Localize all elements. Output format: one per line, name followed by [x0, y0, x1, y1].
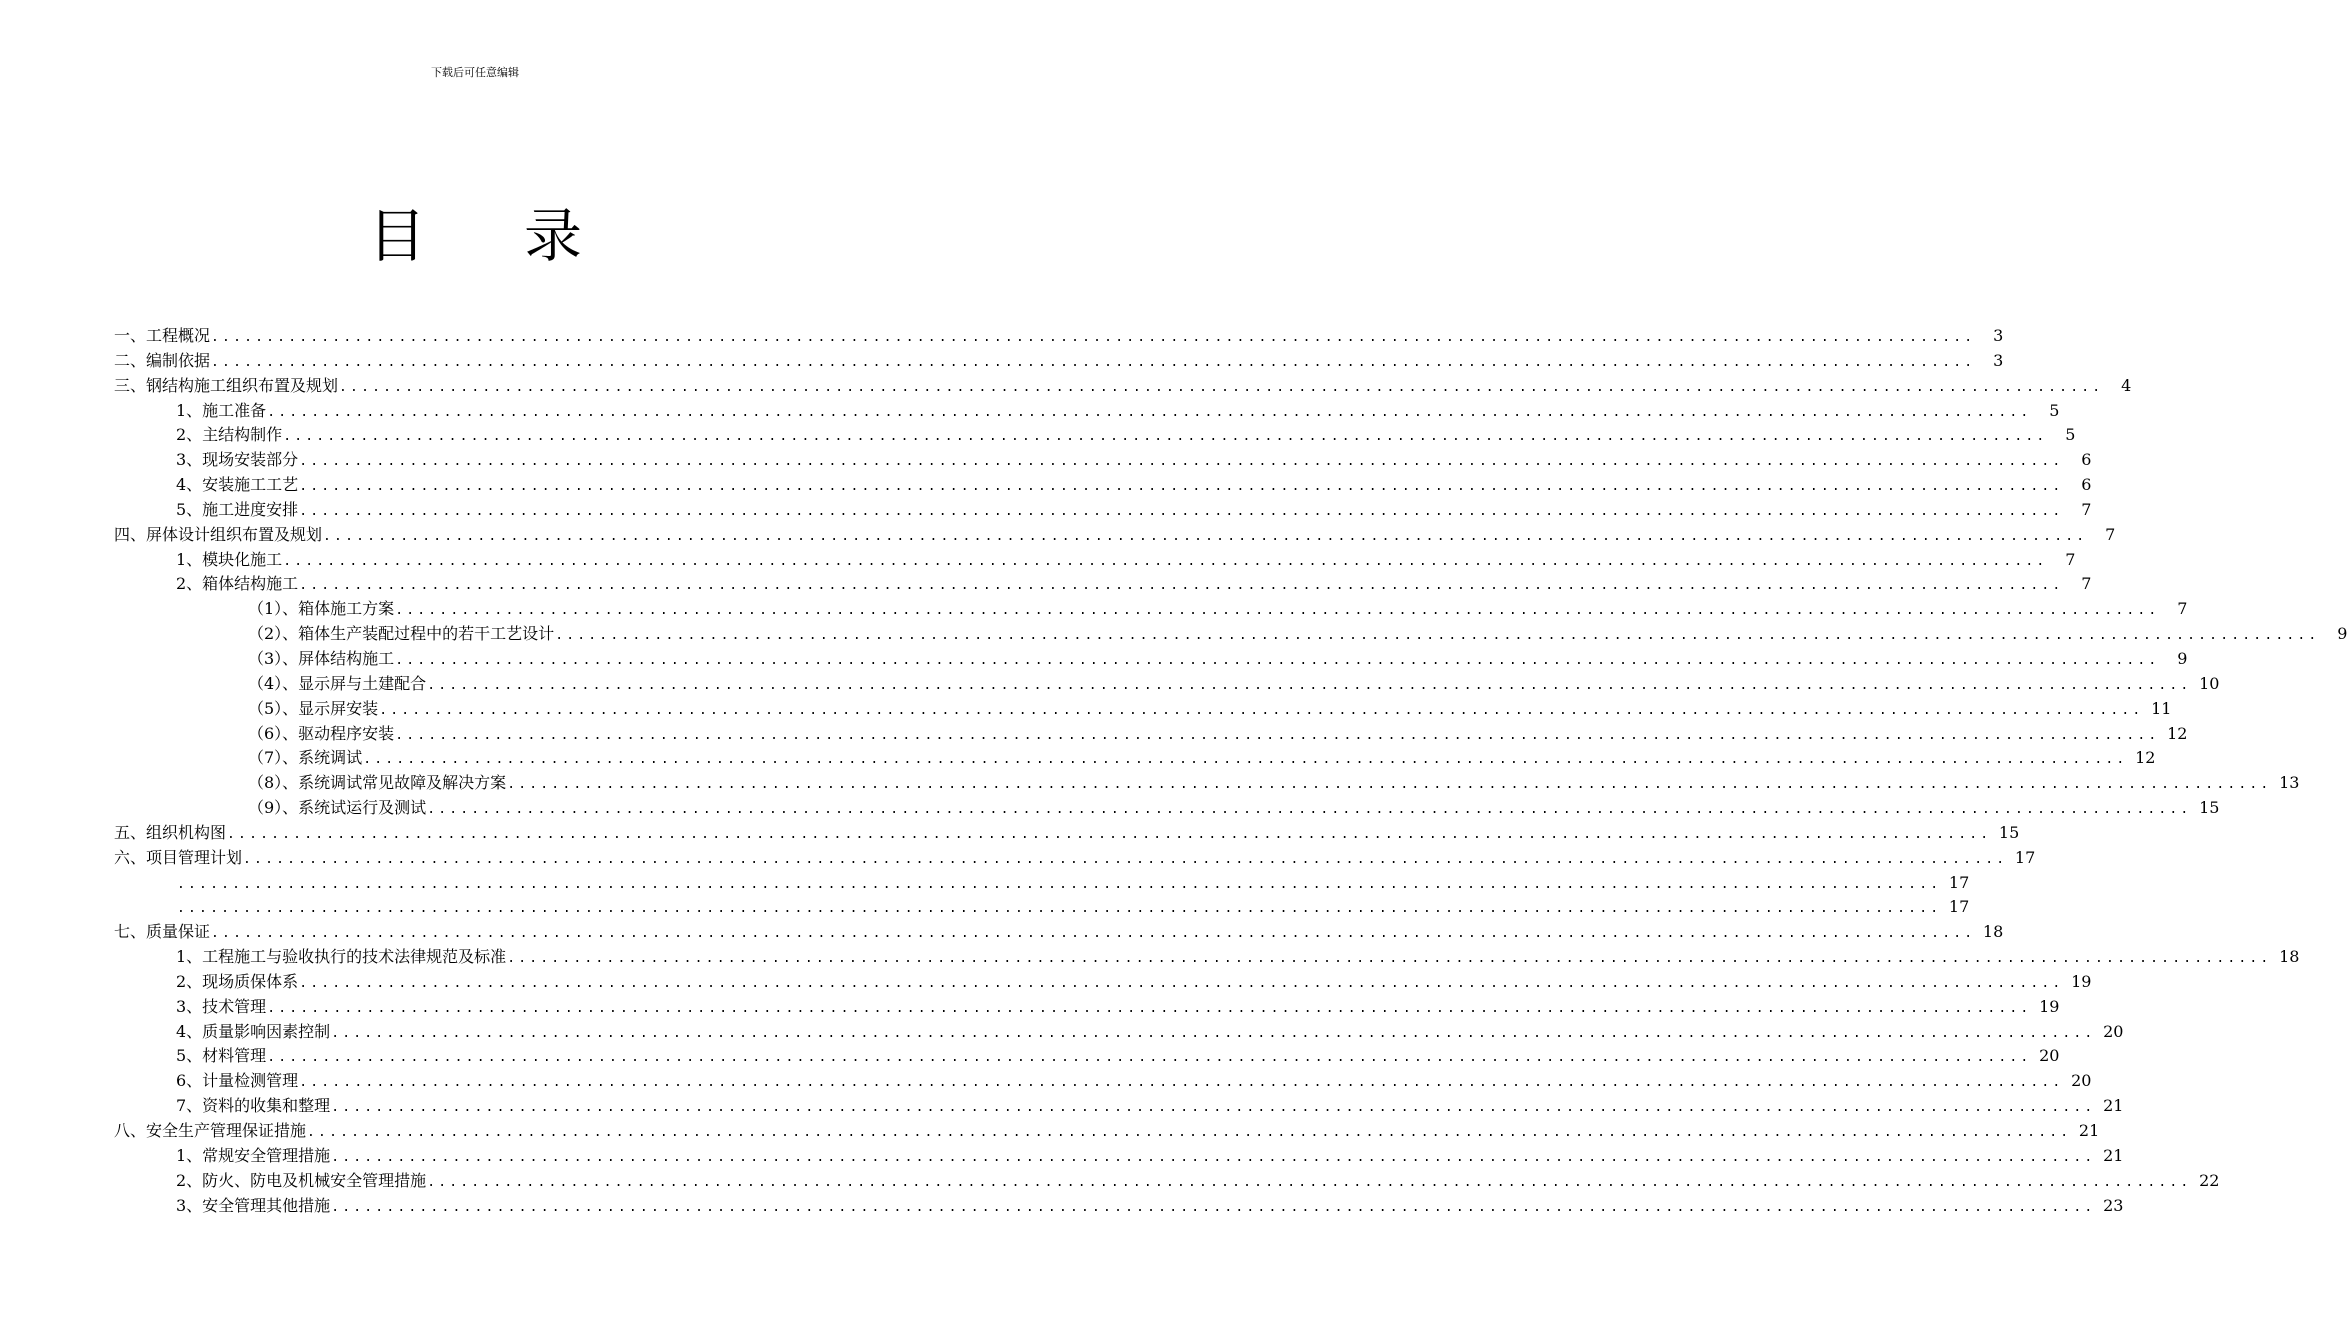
toc-entry[interactable]: [0, 374, 2132, 399]
toc-dot-leader: ................................................................................................................................................................: [299, 975, 2064, 991]
toc-entry-page-number: 6: [2081, 475, 2092, 495]
toc-entry-page-number: 22: [2199, 1170, 2220, 1190]
toc-entry[interactable]: [0, 1144, 2124, 1169]
toc-dot-leader: ................................................................................................................................................................: [331, 1199, 2096, 1215]
toc-entry[interactable]: [0, 399, 2060, 424]
toc-entry[interactable]: [0, 1119, 2100, 1144]
toc-dot-leader: ................................................................................................................................................................: [307, 1125, 2072, 1140]
toc-entry[interactable]: [0, 945, 2300, 970]
toc-entry-label: （2）、箱体生产装配过程中的若干工艺设计: [248, 624, 555, 644]
toc-entry-page-number: 20: [2103, 1021, 2124, 1041]
toc-entry[interactable]: [0, 871, 1970, 896]
toc-dot-leader: ................................................................................................................................................................: [299, 1075, 2064, 1091]
toc-entry-page-number: 18: [2279, 947, 2300, 967]
toc-entry[interactable]: [0, 423, 2076, 448]
toc-entry-page-number: 12: [2135, 748, 2156, 768]
toc-entry-label: 7、资料的收集和整理: [176, 1096, 331, 1116]
toc-entry-label: （9）、系统试运行及测试: [248, 798, 427, 818]
toc-entry[interactable]: [0, 572, 2092, 597]
toc-entry-label: 七、质量保证: [114, 922, 211, 942]
toc-entry[interactable]: [0, 523, 2116, 548]
toc-entry-label: 八、安全生产管理保证措施: [114, 1121, 307, 1140]
toc-entry[interactable]: [0, 920, 2004, 945]
toc-entry-page-number: 19: [2039, 996, 2060, 1016]
toc-entry-label: 1、工程施工与验收执行的技术法律规范及标准: [176, 947, 507, 967]
toc-entry[interactable]: [0, 1020, 2124, 1045]
toc-entry-page-number: 20: [2071, 1071, 2092, 1091]
toc-entry-page-number: 12: [2167, 723, 2188, 743]
toc-entry-label: 1、模块化施工: [176, 549, 283, 569]
toc-entry[interactable]: [0, 548, 2076, 573]
toc-entry-page-number: 3: [1993, 326, 2004, 345]
toc-dot-leader: ................................................................................................................................................................: [283, 553, 2048, 569]
toc-dot-leader: ................................................................................................................................................................: [339, 379, 2104, 395]
toc-entry-label: 一、工程概况: [114, 326, 211, 345]
toc-entry-label: （5）、显示屏安装: [248, 698, 379, 718]
toc-entry-label: 4、安装施工工艺: [176, 475, 299, 495]
toc-dot-leader: ................................................................................................................................................................: [299, 479, 2064, 495]
toc-entry[interactable]: [0, 746, 2156, 771]
toc-entry-label: （6）、驱动程序安装: [248, 723, 395, 743]
toc-dot-leader: ................................................................................................................................................................: [227, 826, 1992, 842]
toc-entry-label: （7）、系统调试: [248, 748, 363, 768]
toc-dot-leader: ................................................................................................................................................................: [427, 1174, 2192, 1190]
toc-entry-page-number: 5: [2049, 400, 2060, 420]
toc-entry-page-number: 15: [2199, 798, 2220, 818]
toc-dot-leader: ................................................................................................................................................................: [427, 802, 2192, 818]
toc-dot-leader: ................................................................................................................................................................: [267, 404, 2032, 420]
toc-dot-leader: ................................................................................................................................................................: [331, 1025, 2096, 1041]
toc-entry[interactable]: [0, 722, 2188, 747]
toc-entry[interactable]: [0, 672, 2220, 697]
toc-entry[interactable]: [0, 846, 2036, 871]
toc-entry-label: 5、施工进度安排: [176, 499, 299, 519]
toc-entry-page-number: 10: [2199, 673, 2220, 693]
toc-dot-leader: ................................................................................................................................................................: [243, 851, 2008, 867]
toc-entry-page-number: 6: [2081, 450, 2092, 470]
toc-entry-label: 2、防火、防电及机械安全管理措施: [176, 1170, 427, 1190]
toc-dot-leader: ................................................................................................................................................................: [395, 603, 2160, 619]
toc-dot-leader: ................................................................................................................................................................: [267, 1000, 2032, 1016]
toc-dot-leader: ................................................................................................................................................................: [427, 677, 2192, 693]
page-title: [0, 196, 950, 276]
toc-entry[interactable]: [0, 498, 2092, 523]
toc-entry[interactable]: [0, 349, 2004, 374]
toc-dot-leader: ................................................................................................................................................................: [211, 354, 1976, 370]
table-of-contents: [0, 324, 2347, 1218]
toc-entry-label: 2、现场质保体系: [176, 971, 299, 991]
toc-entry-page-number: 17: [2014, 847, 2036, 867]
toc-dot-leader: ................................................................................................................................................................: [211, 330, 1976, 345]
toc-dot-leader: ................................................................................................................................................................: [323, 528, 2088, 544]
toc-entry-label: 二、编制依据: [114, 350, 211, 370]
toc-dot-leader: ................................................................................................................................................................: [177, 901, 1942, 917]
toc-dot-leader: ................................................................................................................................................................: [299, 454, 2064, 470]
toc-entry[interactable]: [0, 821, 2020, 846]
toc-entry-page-number: 7: [2177, 599, 2188, 619]
toc-entry-page-number: 18: [1982, 922, 2004, 942]
toc-entry-page-number: 17: [1948, 897, 1970, 917]
toc-entry-page-number: 7: [2065, 549, 2076, 569]
toc-entry-page-number: 17: [1948, 872, 1970, 892]
toc-dot-leader: ................................................................................................................................................................: [211, 926, 1976, 942]
toc-entry-page-number: 5: [2065, 425, 2076, 445]
toc-entry-label: 3、现场安装部分: [176, 450, 299, 470]
toc-dot-leader: ................................................................................................................................................................: [299, 503, 2064, 519]
toc-entry[interactable]: [0, 1044, 2060, 1069]
toc-entry-label: 四、屏体设计组织布置及规划: [114, 524, 323, 544]
toc-entry-page-number: 20: [2039, 1046, 2060, 1066]
toc-entry[interactable]: [0, 473, 2092, 498]
toc-entry-label: 2、主结构制作: [176, 425, 283, 445]
toc-entry-label: 五、组织机构图: [114, 822, 227, 842]
toc-entry-label: （4）、显示屏与土建配合: [248, 673, 427, 693]
page-header: 下载后可任意编辑: [431, 66, 519, 79]
toc-entry-page-number: 7: [2105, 524, 2116, 544]
toc-dot-leader: ................................................................................................................................................................: [555, 628, 2320, 644]
toc-entry-label: 5、材料管理: [176, 1046, 267, 1066]
toc-entry-page-number: 21: [2078, 1121, 2100, 1140]
toc-entry-page-number: 13: [2279, 773, 2300, 793]
toc-entry[interactable]: [0, 324, 2004, 349]
toc-entry[interactable]: [0, 622, 2347, 647]
toc-entry[interactable]: [0, 1094, 2124, 1119]
toc-entry-page-number: 7: [2081, 574, 2092, 594]
toc-dot-leader: ................................................................................................................................................................: [507, 951, 2272, 967]
toc-entry-label: （1）、箱体施工方案: [248, 599, 395, 619]
toc-entry-page-number: 21: [2103, 1145, 2124, 1165]
toc-dot-leader: ................................................................................................................................................................: [395, 652, 2160, 668]
toc-entry-page-number: 7: [2081, 499, 2092, 519]
toc-entry[interactable]: [0, 970, 2092, 995]
toc-dot-leader: ................................................................................................................................................................: [395, 727, 2160, 743]
toc-entry[interactable]: [0, 1069, 2092, 1094]
toc-entry[interactable]: [0, 647, 2188, 672]
toc-dot-leader: ................................................................................................................................................................: [299, 578, 2064, 594]
toc-entry-label: 1、常规安全管理措施: [176, 1145, 331, 1165]
toc-entry-label: 三、钢结构施工组织布置及规划: [114, 375, 339, 395]
title-char-2: 录: [524, 202, 583, 270]
toc-entry-page-number: 21: [2103, 1096, 2124, 1116]
toc-entry-page-number: 9: [2177, 648, 2188, 668]
toc-dot-leader: ................................................................................................................................................................: [331, 1149, 2096, 1165]
toc-entry-label: 4、质量影响因素控制: [176, 1021, 331, 1041]
toc-entry-page-number: 15: [1998, 822, 2020, 842]
toc-entry-label: （8）、系统调试常见故障及解决方案: [248, 773, 507, 793]
toc-entry-label: 1、施工准备: [176, 400, 267, 420]
toc-entry-label: 2、箱体结构施工: [176, 574, 299, 594]
toc-entry-page-number: 23: [2103, 1195, 2124, 1215]
toc-dot-leader: ................................................................................................................................................................: [177, 876, 1942, 892]
toc-dot-leader: ................................................................................................................................................................: [283, 429, 2048, 445]
toc-entry-page-number: 9: [2337, 624, 2347, 644]
toc-entry-label: （3）、屏体结构施工: [248, 648, 395, 668]
toc-entry[interactable]: [0, 796, 2220, 821]
toc-entry-page-number: 11: [2151, 698, 2172, 718]
toc-entry-label: 3、安全管理其他措施: [176, 1195, 331, 1215]
toc-dot-leader: ................................................................................................................................................................: [507, 777, 2272, 793]
toc-dot-leader: ................................................................................................................................................................: [331, 1100, 2096, 1116]
toc-dot-leader: ................................................................................................................................................................: [267, 1050, 2032, 1066]
title-char-1: 目: [367, 202, 426, 270]
toc-entry[interactable]: [0, 895, 1970, 920]
toc-entry-page-number: 3: [1993, 350, 2004, 370]
toc-entry-page-number: 19: [2071, 971, 2092, 991]
toc-entry-page-number: 4: [2121, 375, 2132, 395]
toc-entry[interactable]: [0, 448, 2092, 473]
toc-entry[interactable]: [0, 697, 2172, 722]
toc-dot-leader: ................................................................................................................................................................: [379, 702, 2144, 718]
toc-entry-label: 6、计量检测管理: [176, 1071, 299, 1091]
toc-entry-label: 3、技术管理: [176, 996, 267, 1016]
toc-dot-leader: ................................................................................................................................................................: [363, 752, 2128, 768]
toc-entry[interactable]: [0, 597, 2188, 622]
toc-entry-label: 六、项目管理计划: [114, 847, 243, 867]
toc-entry[interactable]: [0, 995, 2060, 1020]
toc-entry[interactable]: [0, 771, 2300, 796]
toc-entry[interactable]: [0, 1194, 2124, 1219]
toc-entry[interactable]: [0, 1169, 2220, 1194]
